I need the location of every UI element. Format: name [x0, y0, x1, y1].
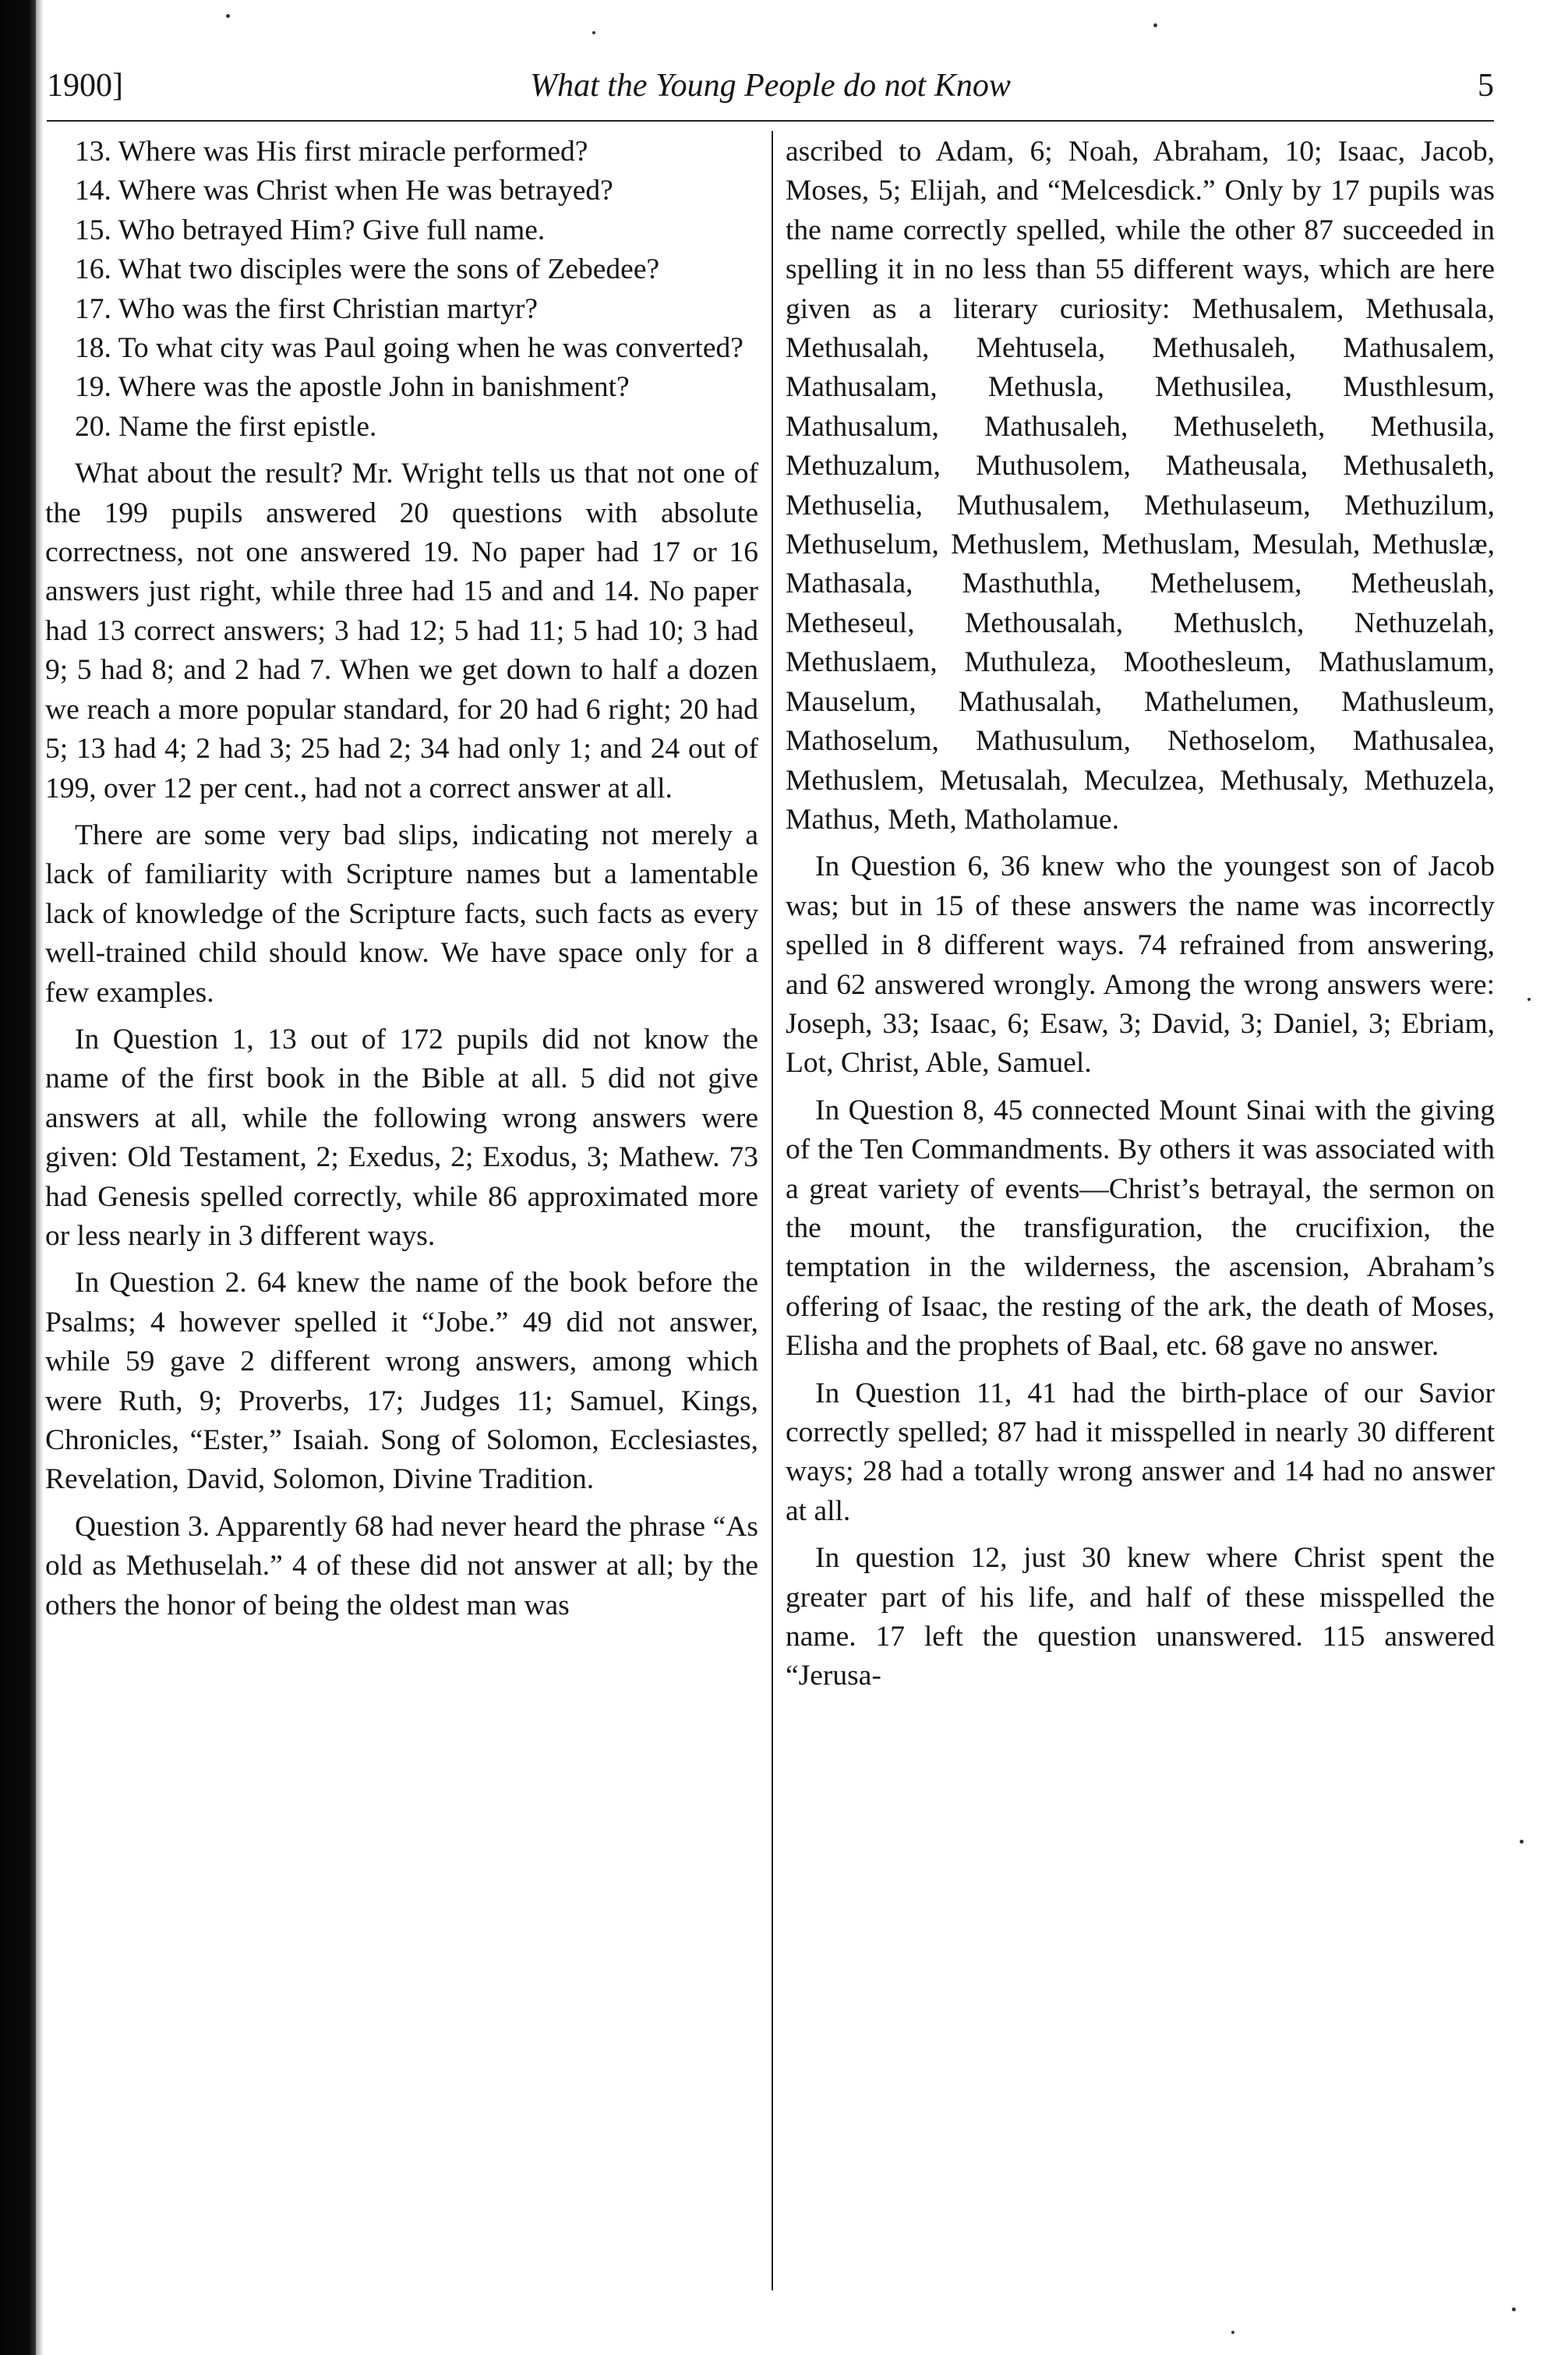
question-item: 20. Name the first epistle. [75, 410, 377, 443]
running-header [47, 62, 1494, 117]
body-paragraph: Question 3. Apparently 68 had never heard the phrase “As old as Methuselah.” 4 of these did not answer at all; by the others the honor of being the oldest man was [45, 1510, 758, 1621]
question-item: 14. Where was Christ when He was betrayed? [75, 175, 613, 207]
print-speck [1520, 1840, 1524, 1844]
question-item: 18. To what city was Paul going when he was converted? [75, 332, 743, 365]
body-paragraph: In Question 1, 13 out of 172 pupils did not know the name of the first book in the Bible at all. 5 did not give answers at all, while the following wrong answers were given: Old Testament, 2; Exedus, 2; Exodus, 3; Mathew. 73 had Genesis spelled correctly, while 86 approximated more or less nearly in 3 different ways. [45, 1023, 758, 1252]
question-item: 15. Who betrayed Him? Give full name. [75, 214, 546, 246]
column-divider [772, 131, 773, 2290]
print-speck [1153, 23, 1157, 27]
book-binding-shadow [0, 0, 36, 2355]
print-speck [1231, 2331, 1234, 2334]
header-title: What the Young People do not Know [530, 68, 1011, 104]
page-number: 5 [1478, 68, 1494, 104]
question-item: 16. What two disciples were the sons of Zebedee? [75, 253, 660, 286]
body-paragraph: In Question 2. 64 knew the name of the book before the Psalms; 4 however spelled it “Jobe.” 49 did not answer, while 59 gave 2 different wrong answers, among which were Ruth, 9; Proverbs, 17; Judges 11; Samuel, Kings, Chronicles, “Ester,” Isaiah. Song of Solomon, Ecclesiastes, Revelation, David, Solomon, Divine Tradition. [45, 1267, 758, 1496]
print-speck [592, 31, 595, 34]
body-paragraph: In question 12, just 30 knew where Christ spent the greater part of his life, and half of these misspelled the name. 17 left the question unanswered. 115 answered “Jerusa- [786, 1542, 1495, 1692]
question-item: 19. Where was the apostle John in banishment? [75, 371, 630, 404]
body-paragraph: In Question 8, 45 connected Mount Sinai with the giving of the Ten Commandments. By others it was associated with a great variety of events—Christ’s betrayal, the sermon on the mount, the transfiguration, the crucifixion, the temptation in the wilderness, the ascension, Abraham’s offering of Isaac, the resting of the ark, the death of Moses, Elisha and the prophets of Baal, etc. 68 gave no answer. [786, 1094, 1495, 1363]
body-paragraph: In Question 6, 36 knew who the youngest son of Jacob was; but in 15 of these answers the name was incorrectly spelled in 8 different ways. 74 refrained from answering, and 62 answered wrongly. Among the wrong answers were: Joseph, 33; Isaac, 6; Esaw, 3; David, 3; Daniel, 3; Ebriam, Lot, Christ, Able, Samuel. [786, 850, 1495, 1080]
binding-gradient [36, 0, 44, 2355]
header-rule [47, 120, 1494, 122]
body-paragraph: In Question 11, 41 had the birth-place of our Savior correctly spelled; 87 had it misspelled in nearly 30 different ways; 28 had a totally wrong answer and 14 had no answer at all. [786, 1377, 1495, 1527]
body-paragraph: What about the result? Mr. Wright tells us that not one of the 199 pupils answered 20 questions with absolute correctness, not one answered 19. No paper had 17 or 16 answers just right, while three had 15 and and 14. No paper had 13 correct answers; 3 had 12; 5 had 11; 5 had 10; 3 had 9; 5 had 8; and 2 had 7. When we get down to half a dozen we reach a more popular standard, for 20 had 6 right; 20 had 5; 13 had 4; 2 had 3; 25 had 2; 34 had only 1; and 24 out of 199, over 12 per cent., had not a correct answer at all. [45, 458, 758, 804]
body-paragraph: ascribed to Adam, 6; Noah, Abraham, 10; Isaac, Jacob, Moses, 5; Elijah, and “Melcesdick.” Only by 17 pupils was the name correctly spelled, while the other 87 succeeded in spelling it in no less than 55 different ways, which are here given as a literary curiosity: Methusalem, Methusala, Methusalah, Mehtusela, Methusaleh, Mathusalem, Mathusalam, Methusla, Methusilea, Musthlesum, Mathusalum, Mathusaleh, Methuseleth, Methusila, Methuzalum, Muthusolem, Matheusala, Methusaleth, Methuselia, Muthusalem, Methulaseum, Methuzilum, Methuselum, Methuslem, Methuslam, Mesulah, Methuslæ, Mathasala, Masthuthla, Methelusem, Metheuslah, Metheseul, Methousalah, Methuslch, Nethuzelah, Methuslaem, Muthuleza, Moothesleum, Mathuslamum, Mauselum, Mathusalah, Mathelumen, Mathusleum, Mathoselum, Mathusulum, Nethoselom, Mathusalea, Methuslem, Metusalah, Meculzea, Methusaly, Methuzela, Mathus, Meth, Matholamue. [786, 136, 1495, 836]
header-year: 1900] [47, 68, 123, 104]
left-column [45, 133, 758, 1625]
question-item: 17. Who was the first Christian martyr? [75, 292, 538, 325]
print-speck [1527, 998, 1531, 1001]
body-paragraph: There are some very bad slips, indicating not merely a lack of familiarity with Scripture names but a lamentable lack of knowledge of the Scripture facts, such facts as every well-trained child should know. We have space only for a few examples. [45, 819, 758, 1009]
right-column [786, 133, 1495, 1696]
question-item: 13. Where was His first miracle performed? [75, 136, 588, 168]
print-speck [226, 14, 230, 18]
print-speck [1512, 2307, 1516, 2311]
